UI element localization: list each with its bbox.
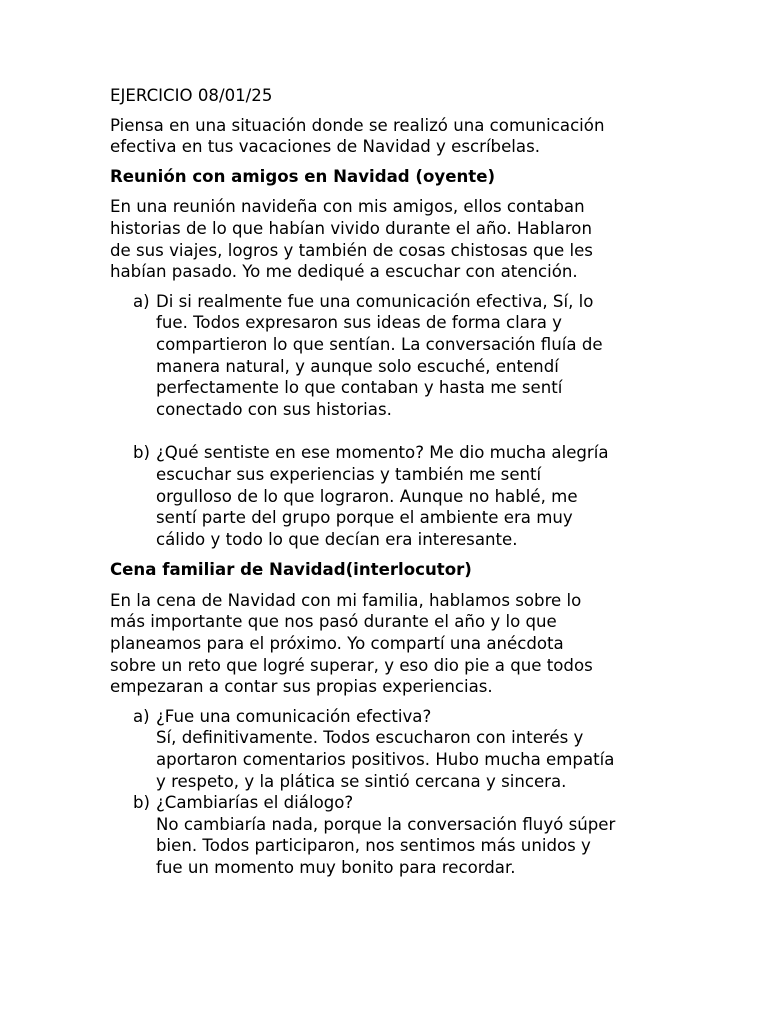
- paragraph-line: de sus viajes, logros y también de cosas chistosas que les: [110, 240, 593, 260]
- item-line: perfectamente lo que contaban y hasta me sentí: [156, 378, 563, 398]
- section2-paragraph: [110, 590, 670, 698]
- section1-paragraph: [110, 196, 670, 282]
- section2-item-b: [110, 792, 670, 878]
- list-marker: a): [133, 706, 150, 726]
- item-line: ¿Fue una comunicación efectiva?: [156, 706, 432, 726]
- item-line: escuchar sus experiencias y también me sentí: [156, 464, 542, 484]
- section1-item-a: [110, 291, 670, 421]
- section2-item-a: [110, 706, 670, 792]
- item-line: compartieron lo que sentían. La conversación fluía de: [156, 334, 603, 354]
- intro-paragraph: [110, 115, 670, 158]
- paragraph-line: En la cena de Navidad con mi familia, hablamos sobre lo: [110, 590, 582, 610]
- document-title: EJERCICIO 08/01/25: [110, 86, 273, 105]
- item-line: cálido y todo lo que decían era interesante.: [156, 529, 518, 549]
- item-line: sentí parte del grupo porque el ambiente era muy: [156, 508, 573, 528]
- paragraph-line: más importante que nos pasó durante el año y lo que: [110, 612, 557, 632]
- list-marker: b): [133, 443, 151, 463]
- item-line: conectado con sus historias.: [156, 399, 392, 419]
- item-line: manera natural, y aunque solo escuché, entendí: [156, 356, 559, 376]
- item-line: No cambiaría nada, porque la conversación fluyó súper: [156, 814, 616, 834]
- item-line: ¿Qué sentiste en ese momento? Me dio mucha alegría: [156, 443, 609, 463]
- item-line: ¿Cambiarías el diálogo?: [156, 793, 354, 813]
- section1-item-b: [110, 442, 670, 550]
- item-line: Sí, definitivamente. Todos escucharon con interés y: [156, 728, 584, 748]
- item-line: aportaron comentarios positivos. Hubo mucha empatía: [156, 750, 615, 770]
- paragraph-line: En una reunión navideña con mis amigos, ellos contaban: [110, 197, 585, 217]
- item-line: fue un momento muy bonito para recordar.: [156, 858, 516, 877]
- list-marker: a): [133, 291, 150, 311]
- paragraph-line: sobre un reto que logré superar, y eso dio pie a que todos: [110, 655, 593, 675]
- section2-heading: Cena familiar de Navidad(interlocutor): [110, 560, 472, 580]
- item-line: fue. Todos expresaron sus ideas de forma clara y: [156, 313, 563, 333]
- item-line: bien. Todos participaron, nos sentimos más unidos y: [156, 836, 591, 856]
- paragraph-line: empezaran a contar sus propias experiencias.: [110, 677, 493, 697]
- paragraph-line: historias de lo que habían vivido durante el año. Hablaron: [110, 218, 592, 238]
- paragraph-line: planeamos para el próximo. Yo compartí una anécdota: [110, 634, 564, 654]
- section1-heading: Reunión con amigos en Navidad (oyente): [110, 166, 496, 186]
- paragraph-line: habían pasado. Yo me dediqué a escuchar con atención.: [110, 262, 578, 282]
- intro-line: Piensa en una situación donde se realizó una comunicación: [110, 115, 605, 135]
- document-page: [110, 85, 670, 879]
- intro-line: efectiva en tus vacaciones de Navidad y escríbelas.: [110, 137, 541, 157]
- list-marker: b): [133, 793, 151, 813]
- item-line: orgulloso de lo que lograron. Aunque no hablé, me: [156, 486, 578, 506]
- item-line: Di si realmente fue una comunicación efectiva, Sí, lo: [156, 291, 594, 311]
- item-line: y respeto, y la plática se sintió cercana y sincera.: [156, 771, 567, 791]
